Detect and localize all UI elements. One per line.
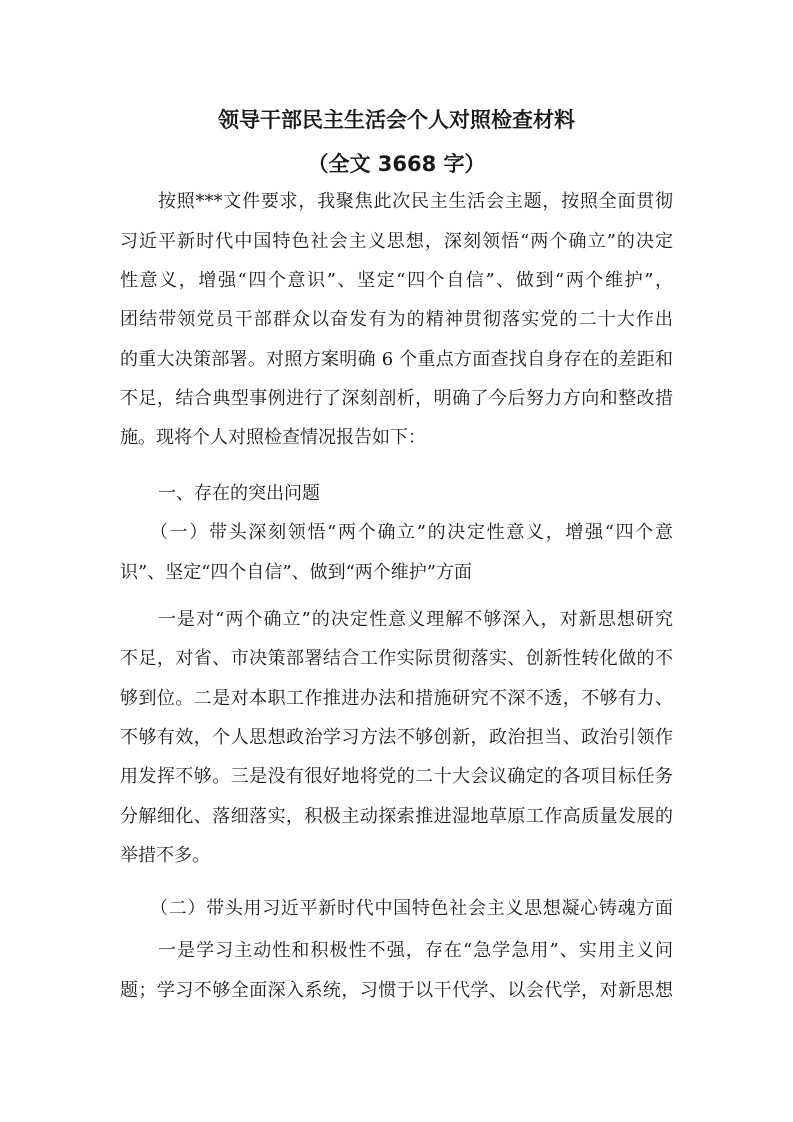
paragraph-line: 分解细化、落细落实，积极主动探索推进湿地草原工作高质量发展的 xyxy=(120,806,673,827)
section-heading: 一、存在的突出问题 xyxy=(158,483,320,504)
paragraph-line: 施。现将个人对照检查情况报告如下： xyxy=(120,427,426,448)
paragraph-line: 一是对“两个确立”的决定性意义理解不够深入，对新思想研究 xyxy=(158,609,673,630)
subsection-heading: （一）带头深刻领悟“两个确立”的决定性意义，增强“四个意 xyxy=(150,522,673,543)
paragraph-line: 按照***文件要求，我聚焦此次民主生活会主题，按照全面贯彻 xyxy=(158,191,673,212)
paragraph-line: 举措不多。 xyxy=(120,845,210,866)
paragraph-line: 性意义，增强“四个意识”、坚定“四个自信”、做到“两个维护”， xyxy=(120,270,673,291)
paragraph-line: 不足，结合典型事例进行了深刻剖析，明确了今后努力方向和整改措 xyxy=(120,388,673,409)
subsection-heading: 识”、坚定“四个自信”、做到“两个维护”方面 xyxy=(120,562,473,583)
document-subtitle: （全文 3668 字） xyxy=(307,152,486,176)
document-title: 领导干部民主生活会个人对照检查材料 xyxy=(218,108,575,132)
paragraph-line: 一是学习主动性和积极性不强，存在“急学急用”、实用主义问 xyxy=(158,940,673,961)
paragraph-line: 不足，对省、市决策部署结合工作实际贯彻落实、创新性转化做的不 xyxy=(120,648,673,669)
paragraph-line: 团结带领党员干部群众以奋发有为的精神贯彻落实党的二十大作出 xyxy=(120,309,673,330)
paragraph-line: 习近平新时代中国特色社会主义思想，深刻领悟“两个确立”的决定 xyxy=(120,231,673,252)
paragraph-line: 的重大决策部署。对照方案明确 6 个重点方面查找自身存在的差距和 xyxy=(120,349,673,370)
subsection-heading: （二）带头用习近平新时代中国特色社会主义思想凝心铸魂方面 xyxy=(150,898,673,919)
paragraph-line: 题；学习不够全面深入系统，习惯于以干代学、以会代学，对新思想 xyxy=(120,980,673,1001)
paragraph-line: 够到位。二是对本职工作推进办法和措施研究不深不透，不够有力、 xyxy=(120,688,673,709)
paragraph-line: 不够有效，个人思想政治学习方法不够创新，政治担当、政治引领作 xyxy=(120,727,673,748)
paragraph-line: 用发挥不够。三是没有很好地将党的二十大会议确定的各项目标任务 xyxy=(120,766,673,787)
